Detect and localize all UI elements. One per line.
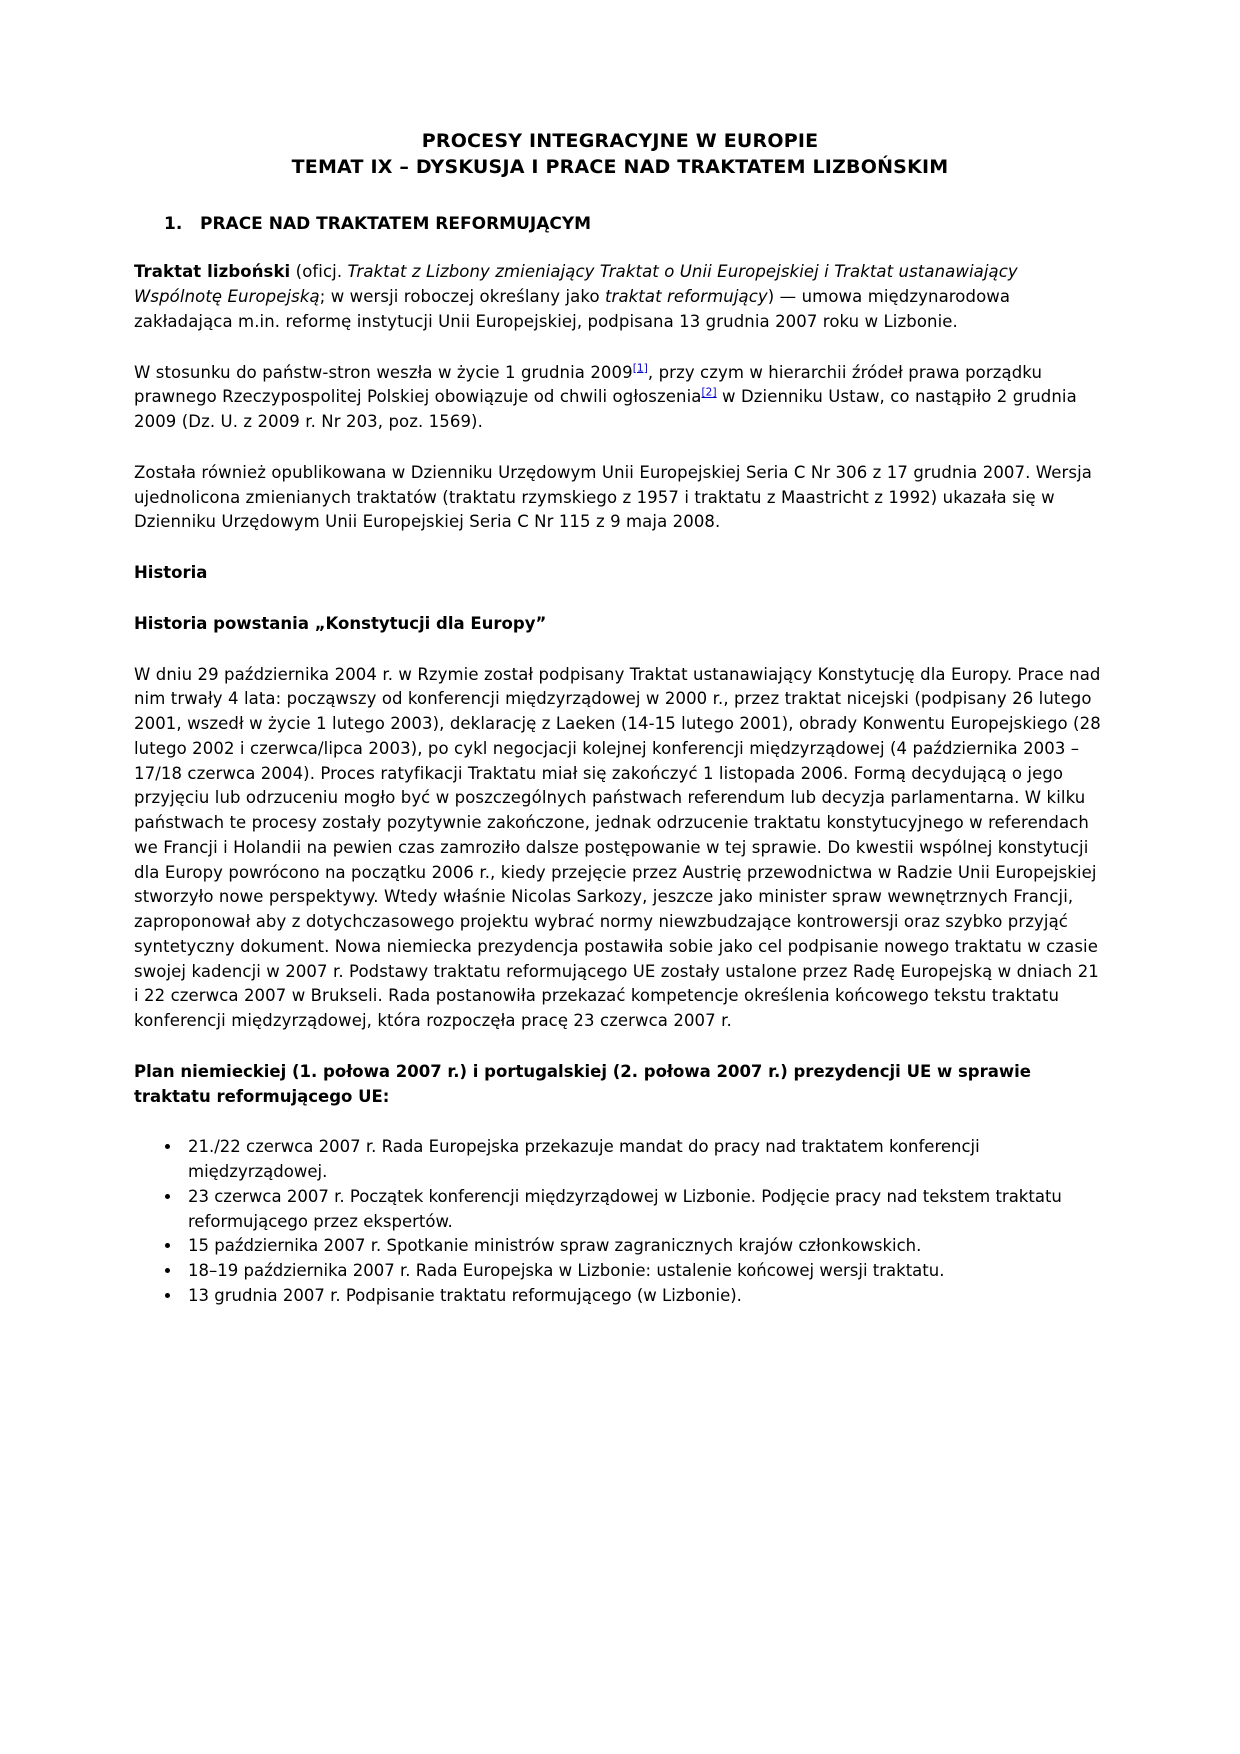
paragraph-entry-into-force [134, 361, 1106, 435]
list-item: • 23 czerwca 2007 r. Początek konferencji międzyrządowej w Lizbonie. Podjęcie pracy nad tekstem traktatu reformującego przez ekspertów. [182, 1185, 1106, 1235]
section-1-title: PRACE NAD TRAKTATEM REFORMUJĄCYM [200, 214, 592, 235]
bold-text: Traktat lizboński [134, 262, 291, 282]
list-item: • 21./22 czerwca 2007 r. Rada Europejska przekazuje mandat do pracy nad traktatem konferencji międzyrządowej. [182, 1135, 1106, 1185]
doc-title-line1: PROCESY INTEGRACYJNE W EUROPIE [421, 130, 819, 152]
footnote-link[interactable]: [2] [701, 386, 717, 399]
list-item: • 15 października 2007 r. Spotkanie ministrów spraw zagranicznych krajów członkowskich. [182, 1234, 1106, 1259]
doc-title [134, 128, 1106, 180]
text-run: ; w wersji roboczej określany jako [319, 287, 605, 307]
list-item: • 13 grudnia 2007 r. Podpisanie traktatu reformującego (w Lizbonie). [182, 1284, 1106, 1309]
heading-plan-prezydencji: Plan niemieckiej (1. połowa 2007 r.) i portugalskiej (2. połowa 2007 r.) prezydencji UE w sprawie traktatu reformującego UE: [134, 1061, 1031, 1106]
heading-historia-powstania: Historia powstania „Konstytucji dla Europy” [134, 613, 547, 633]
text-run: w Dzienniku Ustaw, co nastąpiło 2 grudnia 2009 (Dz. U. z 2009 r. Nr 203, poz. 1569). [134, 387, 1077, 432]
text-run: , przy czym w hierarchii źródeł prawa porządku prawnego Rzeczypospolitej Polskiej obowiązuje od chwili ogłoszenia [134, 362, 1043, 407]
timeline-bullet-list [134, 1135, 1106, 1308]
text-run: ) — umowa międzynarodowa zakładająca m.in. reformę instytucji Unii Europejskiej, podpisana 13 grudnia 2007 roku w Lizbonie. [134, 287, 1011, 331]
paragraph-publication: Została również opublikowana w Dzienniku Urzędowym Unii Europejskiej Seria C Nr 306 z 17 grudnia 2007. Wersja ujednolicona zmienianych traktatów (traktatu rzymskiego z 1957 i traktatu z Maastricht z 1992) ukazała się w Dzienniku Urzędowym Unii Europejskiej Seria C Nr 115 z 9 maja 2008. [134, 462, 1092, 532]
section-1-heading [164, 214, 1106, 234]
text-run: (oficj. [290, 262, 348, 282]
paragraph-history: W dniu 29 października 2004 r. w Rzymie został podpisany Traktat ustanawiający Konstytucję dla Europy. Prace nad nim trwały 4 lata: począwszy od konferencji międzyrządowej w 2000 r., przez traktat nicejski (podpisany 26 lutego 2001, wszedł w życie 1 lutego 2003), deklarację z Laeken (14-15 lutego 2001), obrady Konwentu Europejskiego (28 lutego 2002 i czerwca/lipca 2003), po cykl negocjacji kolejnej konferencji międzyrządowej (4 października 2003 – 17/18 czerwca 2004). Proces ratyfikacji Traktatu miał się zakończyć 1 listopada 2006. Formą decydującą o jego przyjęciu lub odrzuceniu mogło być w poszczególnych państwach referendum lub decyzja parlamentarna. W kilku państwach te procesy zostały pozytywnie zakończone, jednak odrzucenie traktatu konstytucyjnego w referendach we Francji i Holandii na pewien czas zamroziło dalsze postępowanie w tej sprawie. Do kwestii wspólnej konstytucji dla Europy powrócono na początku 2006 r., kiedy przejęcie przez Austrię przewodnictwa w Radzie Unii Europejskiej stworzyło nowe perspektywy. Wtedy właśnie Nicolas Sarkozy, jeszcze jako minister spraw wewnętrznych Francji, zaproponował aby z dotychczasowego projektu wybrać normy niewzbudzające kontrowersji oraz szybko przyjąć syntetyczny dokument. Nowa niemiecka prezydencja postawiła sobie jako cel podpisanie nowego traktatu w czasie swojej kadencji w 2007 r. Podstawy traktatu reformującego UE zostały ustalone przez Radę Europejską w dniach 21 i 22 czerwca 2007 w Brukseli. Rada postanowiła przekazać kompetencje określenia końcowego tekstu traktatu konferencji międzyrządowej, która rozpoczęła pracę 23 czerwca 2007 r. [134, 664, 1101, 1031]
italic-text: Traktat z Lizbony zmieniający Traktat o Unii Europejskiej i Traktat ustanawiający Wspólnotę Europejską [134, 262, 1018, 307]
section-1-number: 1. [164, 214, 183, 235]
italic-text: traktat reformujący [604, 287, 768, 307]
paragraph-intro [134, 260, 1106, 334]
footnote-link[interactable]: [1] [632, 362, 648, 375]
text-run: W stosunku do państw-stron weszła w życie 1 grudnia 2009 [134, 362, 633, 382]
doc-title-line2: TEMAT IX – DYSKUSJA I PRACE NAD TRAKTATEM LIZBOŃSKIM [291, 156, 949, 179]
list-item: • 18–19 października 2007 r. Rada Europejska w Lizbonie: ustalenie końcowej wersji traktatu. [182, 1259, 1106, 1284]
heading-historia: Historia [134, 563, 208, 583]
